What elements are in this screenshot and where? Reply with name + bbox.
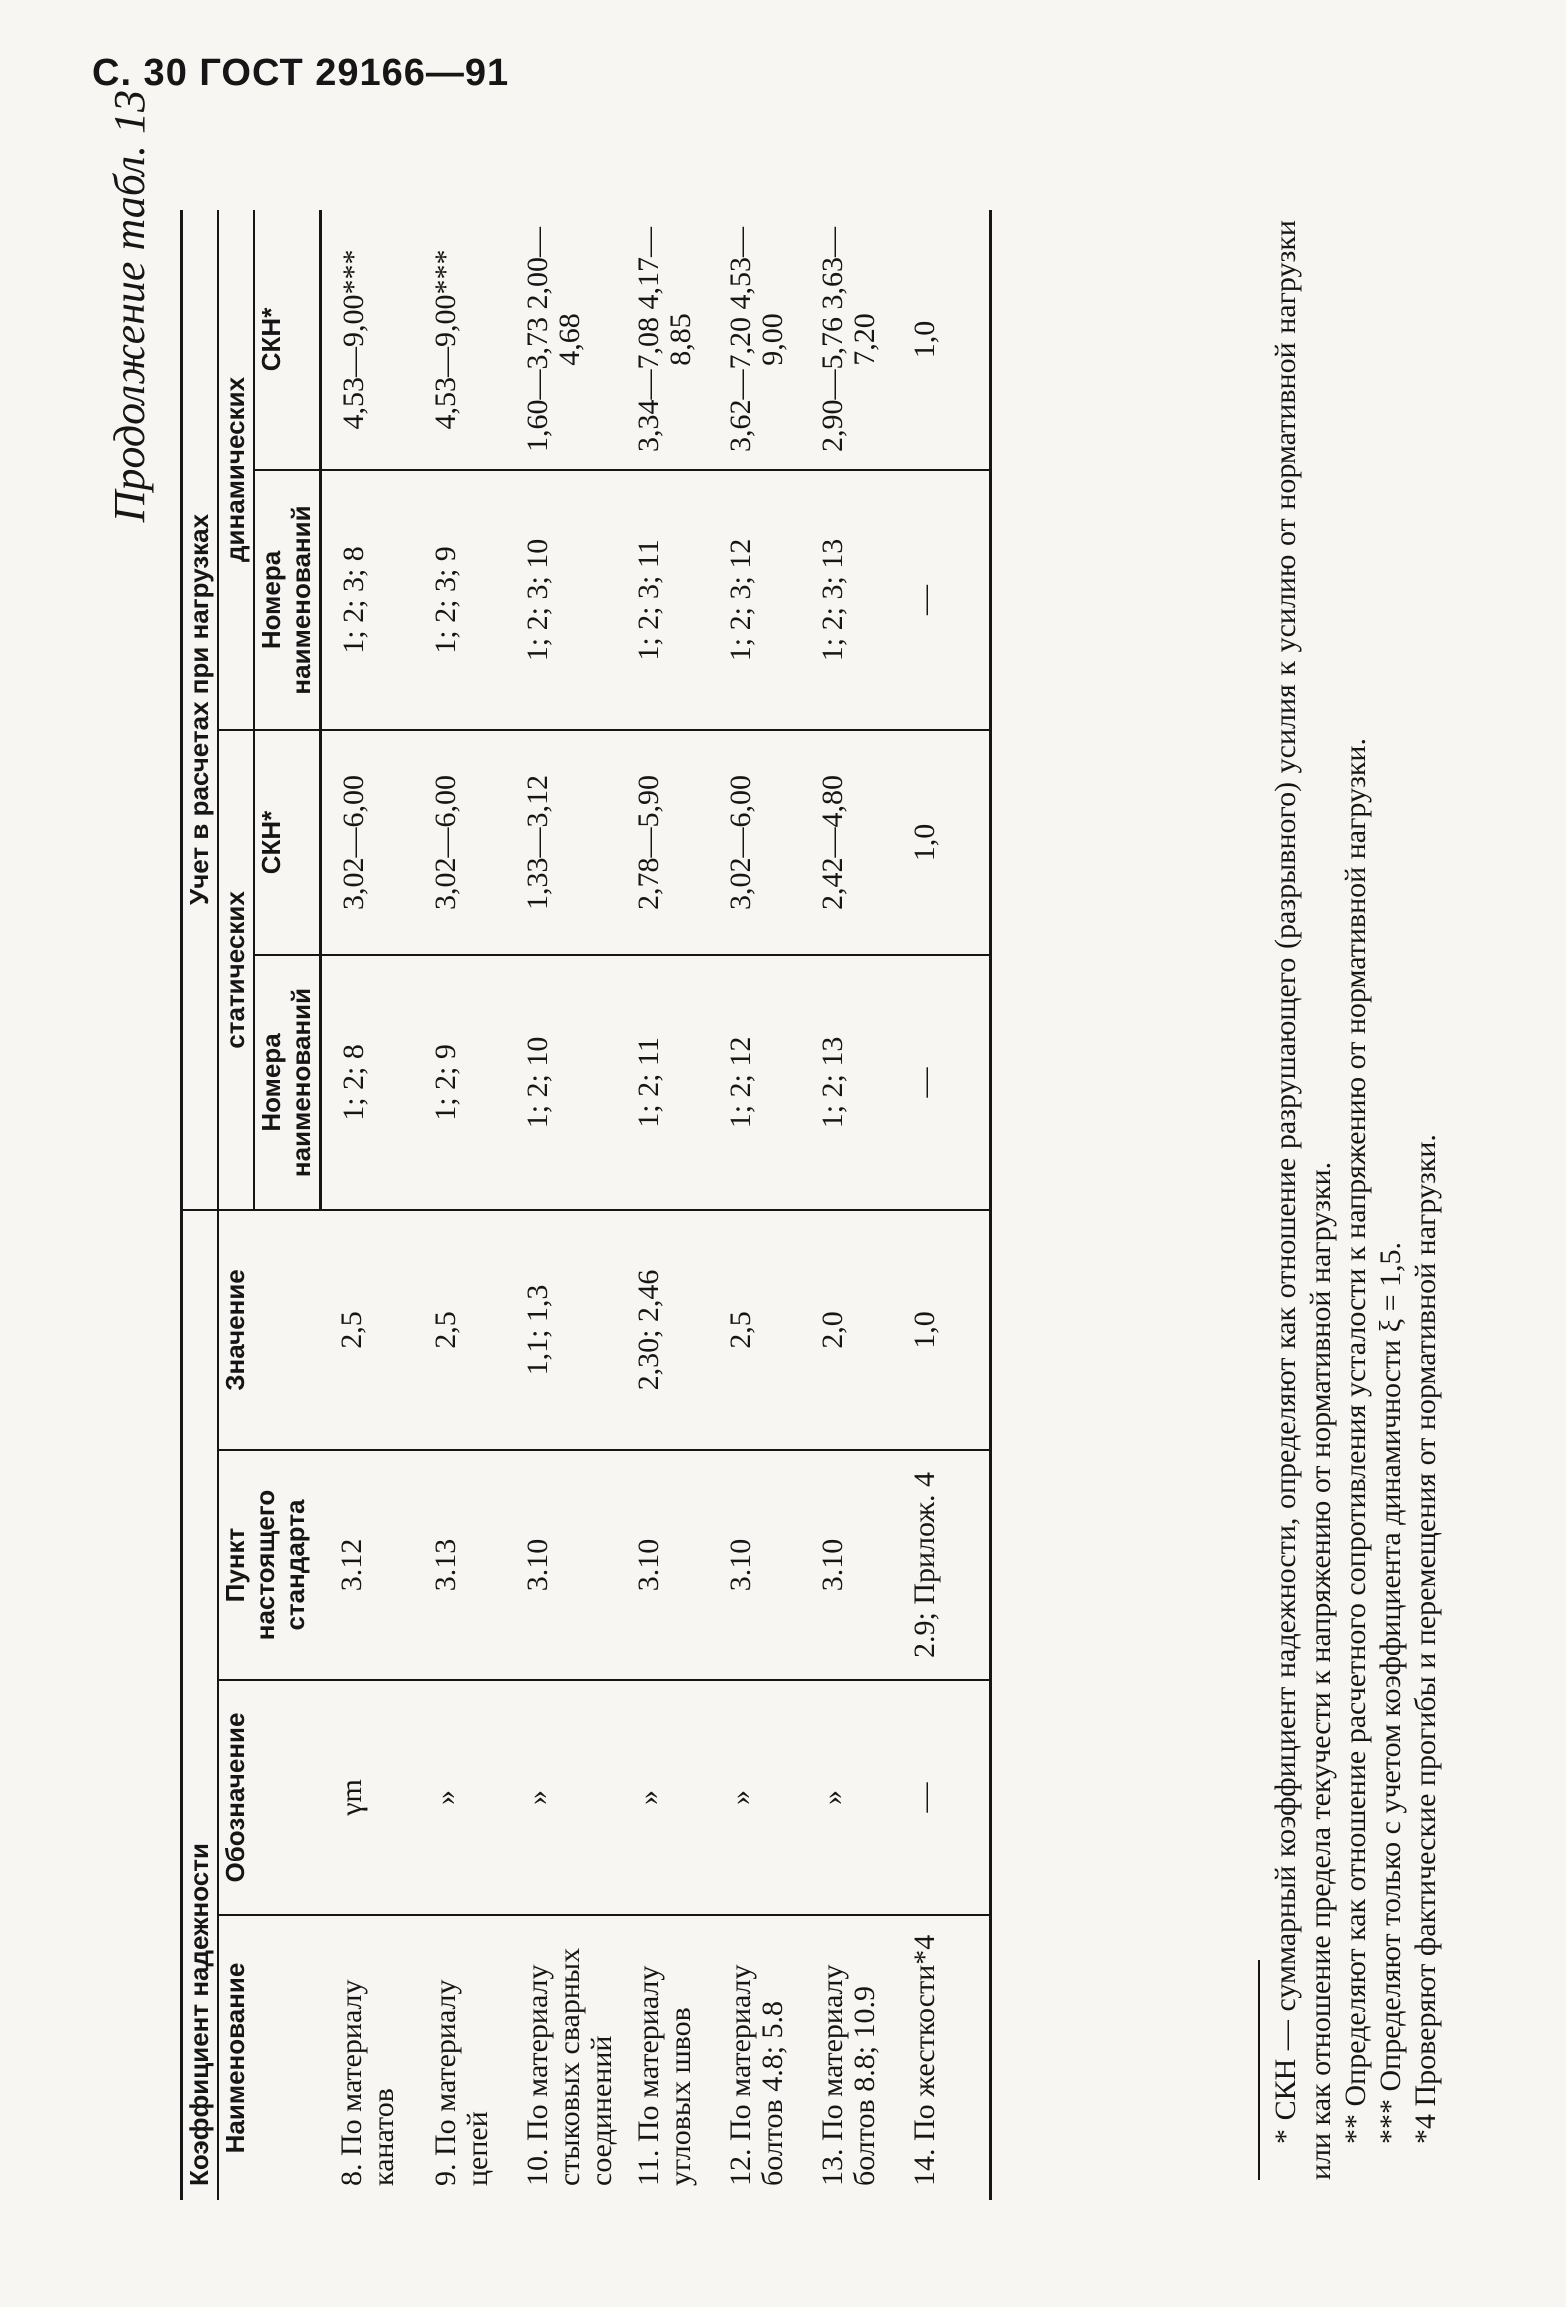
cell-name: 13. По материалу болтов 8.8; 10.9 bbox=[815, 1964, 882, 2186]
cell-value: 2,5 bbox=[418, 1210, 510, 1450]
cell-static-numbers: 1; 2; 12 bbox=[713, 955, 805, 1210]
cell-value: 2,5 bbox=[713, 1210, 805, 1450]
cell-clause: 3.10 bbox=[805, 1450, 897, 1680]
cell-designation: γm bbox=[320, 1680, 418, 1915]
cell-clause: 2.9; Прилож. 4 bbox=[897, 1450, 991, 1680]
table-row bbox=[510, 210, 621, 2200]
cell-dynamic-skn: 4,53—9,00*** bbox=[418, 210, 510, 470]
rotated-page-content bbox=[105, 80, 1442, 2200]
cell-clause: 3.12 bbox=[320, 1450, 418, 1680]
cell-designation: » bbox=[510, 1680, 621, 1915]
subgroup-header-dynamic: динамических bbox=[218, 210, 254, 730]
cell-static-numbers: 1; 2; 10 bbox=[510, 955, 621, 1210]
table-row bbox=[805, 210, 897, 2200]
cell-dynamic-skn: 3,34—7,08 4,17—8,85 bbox=[621, 210, 713, 470]
cell-clause: 3.10 bbox=[510, 1450, 621, 1680]
cell-dynamic-numbers: 1; 2; 3; 11 bbox=[621, 470, 713, 730]
cell-clause: 3.13 bbox=[418, 1450, 510, 1680]
col-header-value: Значение bbox=[218, 1210, 320, 1450]
cell-designation: » bbox=[805, 1680, 897, 1915]
table-row bbox=[897, 210, 991, 2200]
cell-value: 2,30; 2,46 bbox=[621, 1210, 713, 1450]
cell-static-skn: 2,42—4,80 bbox=[805, 730, 897, 955]
footnote-fatigue: ** Определяют как отношение расчетного сопротивления усталости к напряжению от нормативной нагрузки. bbox=[1339, 738, 1372, 2144]
col-header-dynamic-skn: СКН* bbox=[254, 210, 320, 470]
cell-name: 8. По материалу канатов bbox=[335, 1979, 401, 2186]
cell-designation: » bbox=[713, 1680, 805, 1915]
footnote-skn: * СКН — суммарный коэффициент надежности, определяют как отношение разрушающего (разрывного) усилия к усилию от нормативной нагрузки или как отношение предела текучести к напряжению от нормативной нагрузки. bbox=[1269, 220, 1337, 2180]
footnotes bbox=[1258, 220, 1443, 2180]
cell-name: 14. По жесткости*4 bbox=[897, 1915, 991, 2200]
cell-static-numbers: 1; 2; 8 bbox=[320, 955, 418, 1210]
cell-static-skn: 3,02—6,00 bbox=[320, 730, 418, 955]
cell-designation: — bbox=[897, 1680, 991, 1915]
subgroup-header-static: статических bbox=[218, 730, 254, 1210]
cell-dynamic-skn: 1,0 bbox=[897, 210, 991, 470]
cell-name: 10. По материалу стыковых сварных соединений bbox=[520, 1947, 619, 2186]
col-header-dynamic-numbers: Номера наименований bbox=[254, 470, 320, 730]
cell-value: 1,1; 1,3 bbox=[510, 1210, 621, 1450]
col-header-designation: Обозначение bbox=[218, 1680, 320, 1915]
table-row bbox=[713, 210, 805, 2200]
group-header-reliability: Коэффициент надежности bbox=[182, 1210, 218, 2200]
cell-dynamic-numbers: 1; 2; 3; 13 bbox=[805, 470, 897, 730]
cell-static-skn: 3,02—6,00 bbox=[418, 730, 510, 955]
table-row bbox=[320, 210, 418, 2200]
reliability-coefficients-table bbox=[180, 210, 992, 2200]
cell-dynamic-skn: 1,60—3,73 2,00—4,68 bbox=[510, 210, 621, 470]
cell-dynamic-numbers: 1; 2; 3; 9 bbox=[418, 470, 510, 730]
cell-static-skn: 1,0 bbox=[897, 730, 991, 955]
cell-dynamic-numbers: 1; 2; 3; 12 bbox=[713, 470, 805, 730]
col-header-clause: Пункт настоящего стандарта bbox=[218, 1450, 320, 1680]
table-row bbox=[418, 210, 510, 2200]
footnote-stiffness: *4 Проверяют фактические прогибы и перемещения от нормативной нагрузки. bbox=[1409, 1134, 1442, 2144]
cell-static-skn: 1,33—3,12 bbox=[510, 730, 621, 955]
cell-static-numbers: 1; 2; 11 bbox=[621, 955, 713, 1210]
cell-static-skn: 3,02—6,00 bbox=[713, 730, 805, 955]
cell-name: 11. По материалу угловых швов bbox=[631, 1965, 698, 2186]
col-header-static-skn: СКН* bbox=[254, 730, 320, 955]
cell-dynamic-numbers: 1; 2; 3; 10 bbox=[510, 470, 621, 730]
page-header: С. 30 ГОСТ 29166—91 bbox=[92, 52, 510, 94]
cell-clause: 3.10 bbox=[713, 1450, 805, 1680]
cell-value: 2,5 bbox=[320, 1210, 418, 1450]
cell-dynamic-skn: 2,90—5,76 3,63—7,20 bbox=[805, 210, 897, 470]
cell-designation: » bbox=[418, 1680, 510, 1915]
cell-static-numbers: 1; 2; 9 bbox=[418, 955, 510, 1210]
cell-name: 12. По материалу болтов 4.8; 5.8 bbox=[723, 1964, 790, 2186]
col-header-name: Наименование bbox=[219, 1962, 250, 2154]
cell-static-numbers: 1; 2; 13 bbox=[805, 955, 897, 1210]
cell-designation: » bbox=[621, 1680, 713, 1915]
cell-dynamic-numbers: 1; 2; 3; 8 bbox=[320, 470, 418, 730]
table-continuation-label: Продолжение табл. 13 bbox=[105, 90, 154, 523]
col-header-static-numbers: Номера наименований bbox=[254, 955, 320, 1210]
cell-static-skn: 2,78—5,90 bbox=[621, 730, 713, 955]
cell-value: 1,0 bbox=[897, 1210, 991, 1450]
cell-value: 2,0 bbox=[805, 1210, 897, 1450]
cell-dynamic-skn: 3,62—7,20 4,53—9,00 bbox=[713, 210, 805, 470]
table-row bbox=[621, 210, 713, 2200]
footnote-rule bbox=[1258, 1960, 1260, 2180]
cell-dynamic-skn: 4,53—9,00*** bbox=[320, 210, 418, 470]
cell-static-numbers: — bbox=[897, 955, 991, 1210]
cell-name: 9. По материалу цепей bbox=[428, 1979, 494, 2186]
footnote-dynamic-factor: *** Определяют только с учетом коэффициента динамичности ξ = 1,5. bbox=[1374, 1241, 1407, 2144]
cell-dynamic-numbers: — bbox=[897, 470, 991, 730]
cell-clause: 3.10 bbox=[621, 1450, 713, 1680]
group-header-accounting: Учет в расчетах при нагрузках bbox=[182, 210, 218, 1210]
